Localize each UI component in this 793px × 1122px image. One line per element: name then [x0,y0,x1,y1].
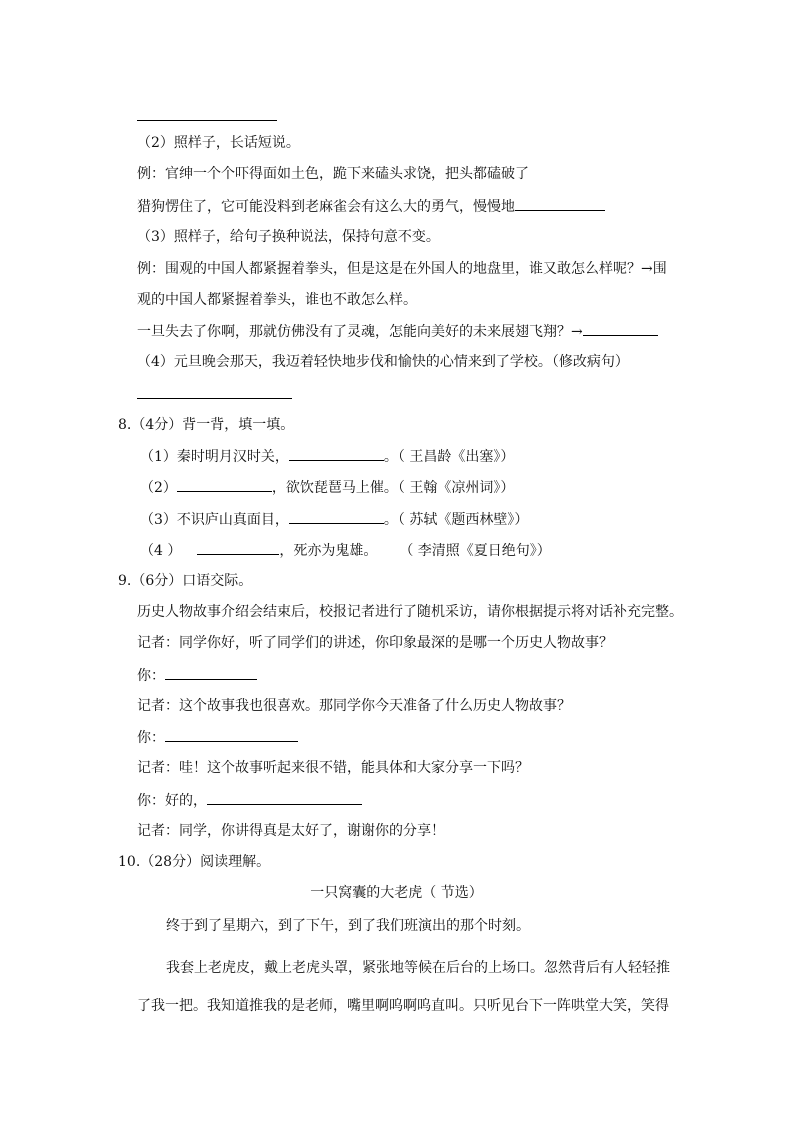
q8-line2 [140,477,514,498]
q8-line2-blank[interactable] [177,477,272,492]
q8-line1 [140,446,514,467]
q7-part3-example-line2: 观的中国人都紧握着拳头，谁也不敢怎么样。 [137,292,417,308]
q9-reporter-1: 记者：同学你好，听了同学们的讲述，你印象最深的是哪一个历史人物故事？ [137,635,613,651]
q7-part2-task-text: 猎狗愣住了，它可能没料到老麻雀会有这么大的勇气，慢慢地 [137,199,515,215]
q7-part4-answer[interactable] [137,384,292,405]
q7-part3-task [137,321,658,342]
q8-line4-source: （ 李清照《夏日绝句》） [399,543,551,559]
q9-you-2-blank[interactable] [165,727,298,742]
q9-reporter-4: 记者：同学，你讲得真是太好了，谢谢你的分享！ [137,823,445,839]
q9-heading: 9.（6分）口语交际。 [118,573,253,589]
q7-part2-task [137,196,605,217]
q8-line3 [140,509,528,530]
passage-title: 一只窝囊的大老虎（ 节选） [310,885,483,901]
q9-you-1 [137,665,257,686]
q8-line4-blank[interactable] [197,540,279,555]
q8-line1-post: 。（ 王昌龄《出塞》） [383,449,515,465]
q8-line2-pre: （2） [140,480,177,496]
q8-line2-post: ，欲饮琵琶马上催。（ 王翰《凉州词》） [271,480,515,496]
q9-intro: 历史人物故事介绍会结束后，校报记者进行了随机采访，请你根据提示将对话补充完整。 [137,604,683,620]
q9-you-3-blank[interactable] [207,790,362,805]
q7-part2-example: 例：官绅一个个吓得面如土色，跪下来磕头求饶，把头都磕破了 [137,166,529,182]
q7-part3-example-line1: 例：围观的中国人都紧握着拳头，但是这是在外国人的地盘里，谁又敢怎么样呢？→围 [137,261,667,277]
q7-part3-answer-blank[interactable] [583,321,658,336]
q7-part2-answer-blank[interactable] [515,196,605,211]
q9-reporter-2: 记者：这个故事我也很喜欢。那同学你今天准备了什么历史人物故事？ [137,698,571,714]
q8-line4-pre: （4 ） [140,543,182,559]
q8-heading: 8.（4分）背一背，填一填。 [118,417,295,433]
q9-you-2 [137,727,298,748]
q8-line4-post: ，死亦为鬼雄。 [279,543,378,559]
q8-line3-pre: （3）不识庐山真面目， [140,512,289,528]
q7-part3-task-text: 一旦失去了你啊，那就仿佛没有了灵魂，怎能向美好的未来展翅飞翔？→ [137,324,583,340]
q7-part3-label: （3）照样子，给句子换种说法，保持句意不变。 [137,229,440,245]
q7-part2-label: （2）照样子，长话短说。 [137,135,300,151]
passage-paragraph-2-line1: 我套上老虎皮，戴上老虎头罩，紧张地等候在后台的上场口。忽然背后有人轻轻推 [166,960,670,976]
q9-you-3-label: 你：好的， [137,793,207,809]
answer-line-top[interactable] [137,106,277,127]
q8-line3-blank[interactable] [289,509,384,524]
q10-heading: 10.（28分）阅读理解。 [118,854,271,870]
q9-you-1-blank[interactable] [165,665,257,680]
q9-reporter-3: 记者：哇！这个故事听起来很不错，能具体和大家分享一下吗？ [137,760,529,776]
q8-line4 [140,540,551,561]
q9-you-3 [137,790,362,811]
q8-line3-post: 。（ 苏轼《题西林壁》） [383,512,529,528]
passage-paragraph-1: 终于到了星期六，到了下午，到了我们班演出的那个时刻。 [166,918,530,934]
q7-part4-label: （4）元旦晚会那天，我迈着轻快地步伐和愉快的心情来到了学校。（修改病句） [137,354,629,370]
q9-you-1-label: 你： [137,668,165,684]
q8-line1-pre: （1）秦时明月汉时关， [140,449,289,465]
q9-you-2-label: 你： [137,730,165,746]
q8-line1-blank[interactable] [289,446,384,461]
passage-paragraph-2-line2: 了我一把。我知道推我的是老师，嘴里啊呜啊呜直叫。只听见台下一阵哄堂大笑，笑得 [137,998,669,1014]
